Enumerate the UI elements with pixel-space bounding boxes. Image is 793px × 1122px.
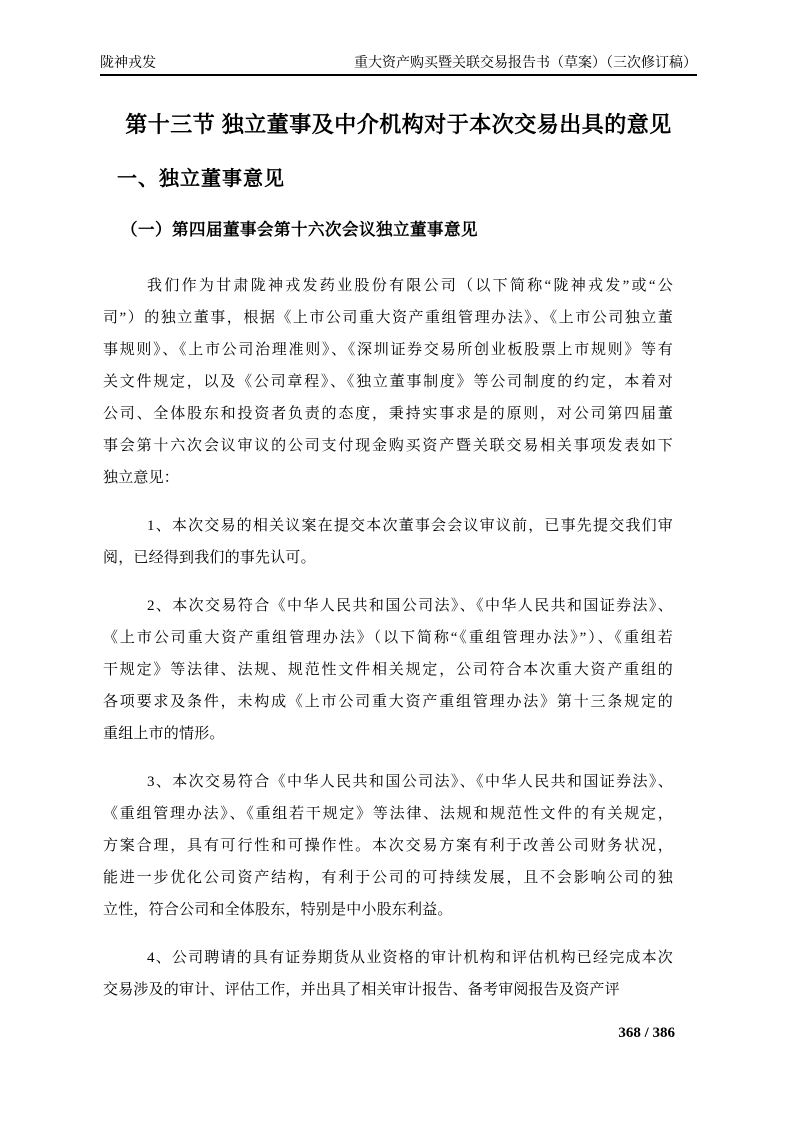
text-line: 4、公司聘请的具有证券期货从业资格的审计机构和评估机构已经完成本次	[147, 950, 673, 966]
text-line: 交易涉及的审计、评估工作，并出具了相关审计报告、备考审阅报告及资产评	[103, 982, 620, 998]
page-number: 368 / 386	[618, 1025, 675, 1041]
text-line: 公司、全体股东和投资者负责的态度，秉持实事求是的原则，对公司第四届董	[103, 406, 673, 422]
text-line: 立性，符合公司和全体股东，特别是中小股东利益。	[103, 902, 453, 918]
paragraph	[103, 766, 673, 926]
text-line: 1、本次交易的相关议案在提交本次董事会会议审议前，已事先提交我们审	[147, 518, 673, 534]
text-line: 事规则》、《上市公司治理准则》、《深圳证券交易所创业板股票上市规则》等有	[103, 342, 673, 358]
text-line: 阅，已经得到我们的事先认可。	[103, 550, 316, 566]
text-line: 我们作为甘肃陇神戎发药业股份有限公司（以下简称“陇神戎发”或“公	[147, 278, 673, 294]
subheading-board-meeting-opinion: （一）第四届董事会第十六次会议独立董事意见	[121, 221, 478, 239]
page-header	[100, 55, 697, 76]
text-line: 方案合理，具有可行性和可操作性。本次交易方案有利于改善公司财务状况，	[103, 838, 673, 854]
text-line: 各项要求及条件，未构成《上市公司重大资产重组管理办法》第十三条规定的	[103, 694, 673, 710]
text-line: 《上市公司重大资产重组管理办法》（以下简称“《重组管理办法》”）、《重组若	[103, 630, 673, 646]
text-line: 3、本次交易符合《中华人民共和国公司法》、《中华人民共和国证券法》、	[147, 774, 673, 790]
header-document-title: 重大资产购买暨关联交易报告书（草案）（三次修订稿）	[354, 56, 697, 71]
text-line: 司”）的独立董事，根据《上市公司重大资产重组管理办法》、《上市公司独立董	[103, 310, 673, 326]
paragraph	[103, 590, 673, 750]
body-paragraphs	[103, 270, 673, 1022]
text-line: 独立意见：	[103, 470, 180, 486]
paragraph	[103, 942, 673, 1006]
text-line: 《重组管理办法》、《重组若干规定》等法律、法规和规范性文件的有关规定，	[103, 806, 673, 822]
paragraph	[103, 270, 673, 494]
text-line: 2、本次交易符合《中华人民共和国公司法》、《中华人民共和国证券法》、	[147, 598, 673, 614]
text-line: 重组上市的情形。	[103, 726, 225, 742]
text-line: 事会第十六次会议审议的公司支付现金购买资产暨关联交易相关事项发表如下	[103, 438, 673, 454]
header-company-name: 陇神戎发	[100, 56, 156, 71]
text-line: 关文件规定，以及《公司章程》、《独立董事制度》等公司制度的约定，本着对	[103, 374, 673, 390]
text-line: 干规定》等法律、法规、规范性文件相关规定，公司符合本次重大资产重组的	[103, 662, 673, 678]
text-line: 能进一步优化公司资产结构，有利于公司的可持续发展，且不会影响公司的独	[103, 870, 673, 886]
heading-independent-director-opinion: 一、独立董事意见	[117, 168, 285, 190]
section-title: 第十三节 独立董事及中介机构对于本次交易出具的意见	[125, 112, 672, 137]
paragraph	[103, 510, 673, 574]
